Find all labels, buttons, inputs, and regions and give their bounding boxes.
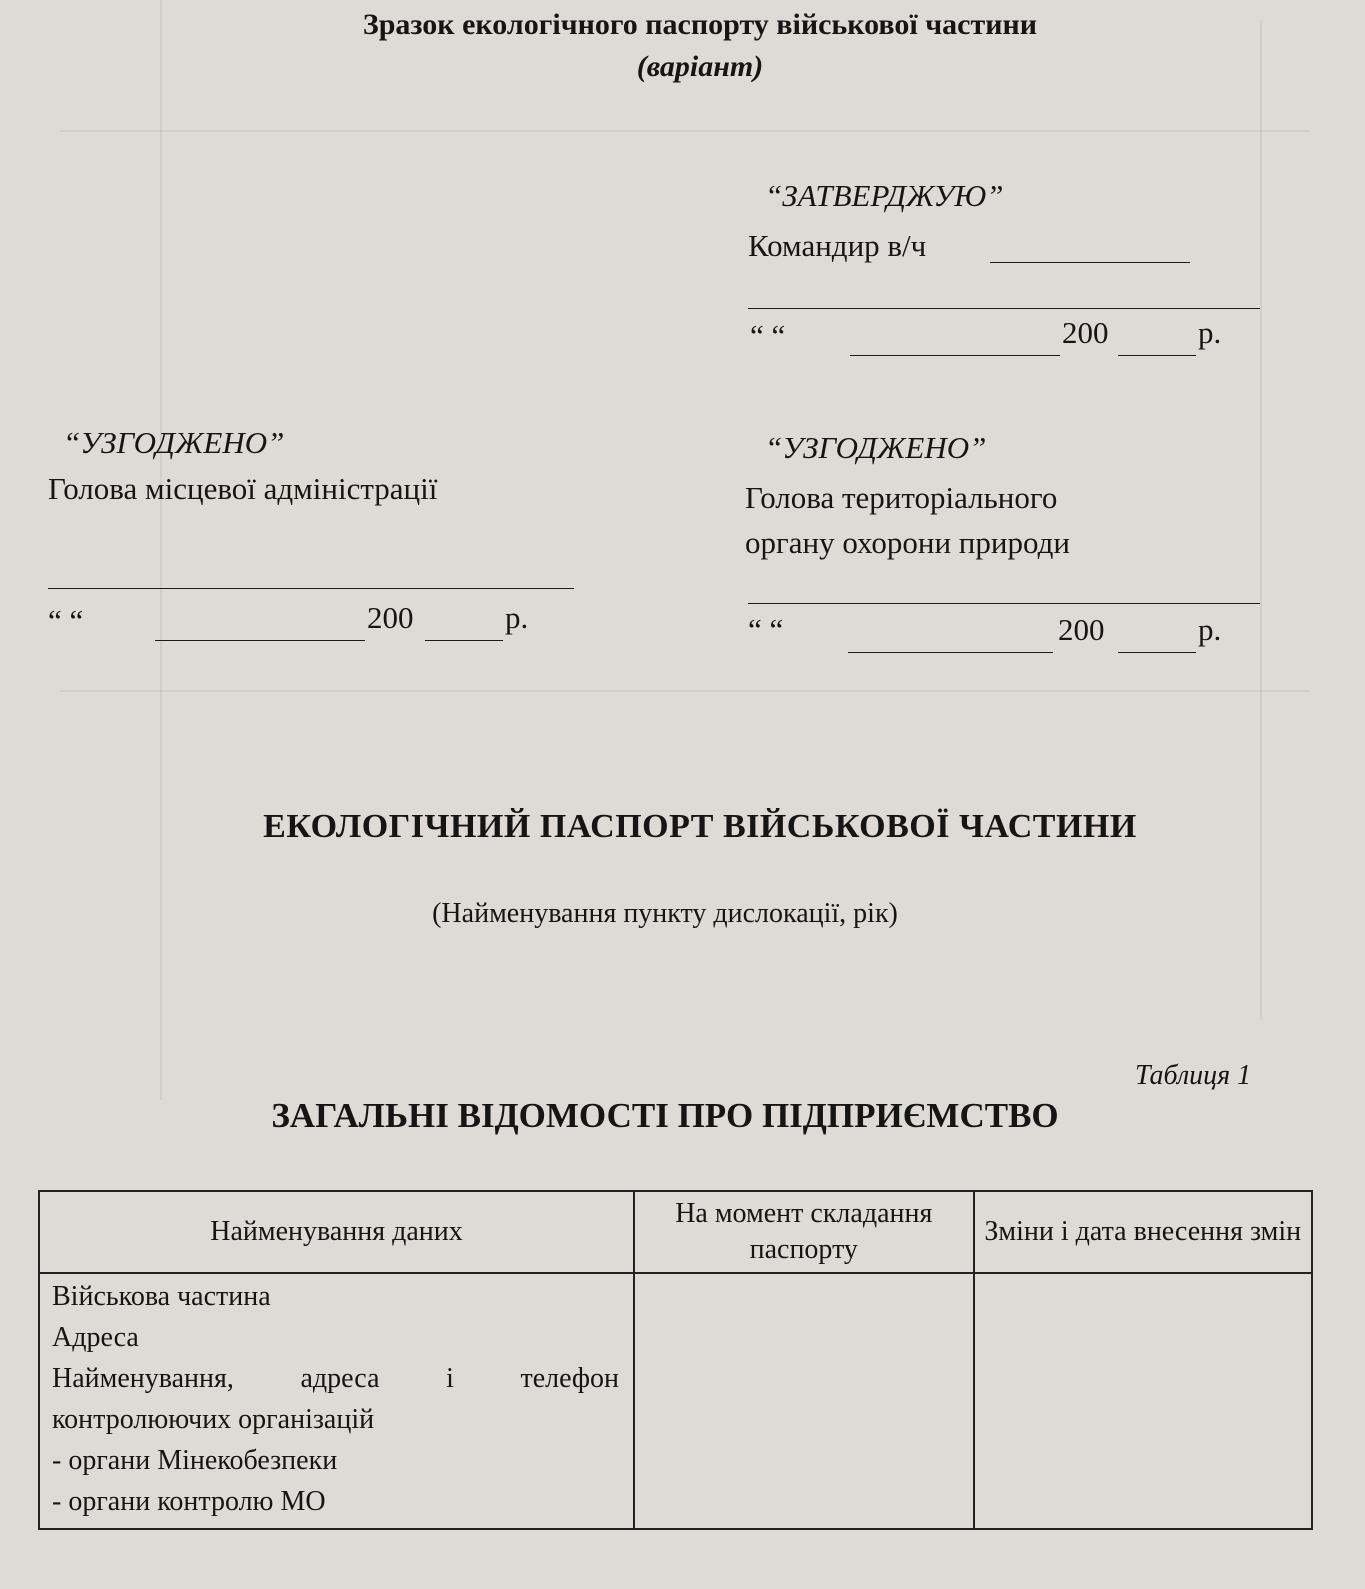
table-row: [39, 1273, 1312, 1529]
row-labels-cell: [39, 1273, 634, 1529]
approve-stamp: “ЗАТВЕРДЖУЮ”: [765, 178, 1004, 213]
agree-right-role-line1: Голова територіального: [745, 480, 1058, 515]
agree-left-year-suffix: р.: [505, 600, 529, 635]
approve-year-suffix: р.: [1198, 315, 1222, 350]
table-title: ЗАГАЛЬНІ ВІДОМОСТІ ПРО ПІДПРИЄМСТВО: [271, 1096, 1059, 1135]
agree-right-month-line: [848, 652, 1053, 653]
sample-heading: Зразок екологічного паспорту військової частини: [362, 8, 1038, 41]
agree-left-stamp: “УЗГОДЖЕНО”: [63, 425, 285, 460]
agree-left-date-quotes: “ “: [48, 603, 84, 638]
row-address: Адреса: [52, 1322, 139, 1353]
row-ecosafety-bodies: - органи Мінекобезпеки: [52, 1445, 338, 1476]
agree-right-year-suffix: р.: [1198, 612, 1222, 647]
header-at-creation: На момент складання паспорту: [634, 1191, 973, 1273]
approve-month-line: [850, 355, 1060, 356]
agree-left-name-line: [48, 588, 574, 589]
agree-right-year-line: [1118, 652, 1196, 653]
approve-year: 200: [1062, 315, 1109, 350]
passport-subtitle: (Найменування пункту дислокації, рік): [432, 898, 898, 929]
row-control-orgs: контролюючих організацій: [52, 1404, 375, 1435]
agree-left-year-line: [425, 640, 503, 641]
row-mo-control-bodies: - органи контролю МО: [52, 1486, 326, 1517]
cell-at-creation[interactable]: [634, 1273, 973, 1529]
table-header-row: [39, 1191, 1312, 1273]
agree-right-year: 200: [1058, 612, 1105, 647]
agree-right-date-quotes: “ “: [748, 612, 784, 647]
row-military-unit: Військова частина: [52, 1281, 271, 1312]
header-data-name: Найменування даних: [39, 1191, 634, 1273]
table-label: Таблиця 1: [1135, 1060, 1252, 1091]
approve-unit-line: [990, 262, 1190, 263]
approve-year-line: [1118, 355, 1196, 356]
agree-left-month-line: [155, 640, 365, 641]
approve-date-quotes: “ “: [750, 318, 786, 353]
general-info-table: [38, 1190, 1313, 1530]
header-changes: Зміни і дата внесення змін: [974, 1191, 1312, 1273]
cell-changes[interactable]: [974, 1273, 1312, 1529]
passport-title: ЕКОЛОГІЧНИЙ ПАСПОРТ ВІЙСЬКОВОЇ ЧАСТИНИ: [263, 808, 1137, 845]
agree-right-role-line2: органу охорони природи: [745, 525, 1070, 560]
agree-right-stamp: “УЗГОДЖЕНО”: [765, 430, 987, 465]
agree-left-year: 200: [367, 600, 414, 635]
approve-role: Командир в/ч: [748, 228, 927, 263]
row-control-orgs-name: Найменування, адреса і телефон: [52, 1363, 620, 1394]
agree-right-name-line: [748, 603, 1260, 604]
variant-label: (варіант): [636, 50, 764, 83]
agree-left-role: Голова місцевої адміністрації: [48, 471, 438, 506]
approve-name-line: [748, 308, 1260, 309]
